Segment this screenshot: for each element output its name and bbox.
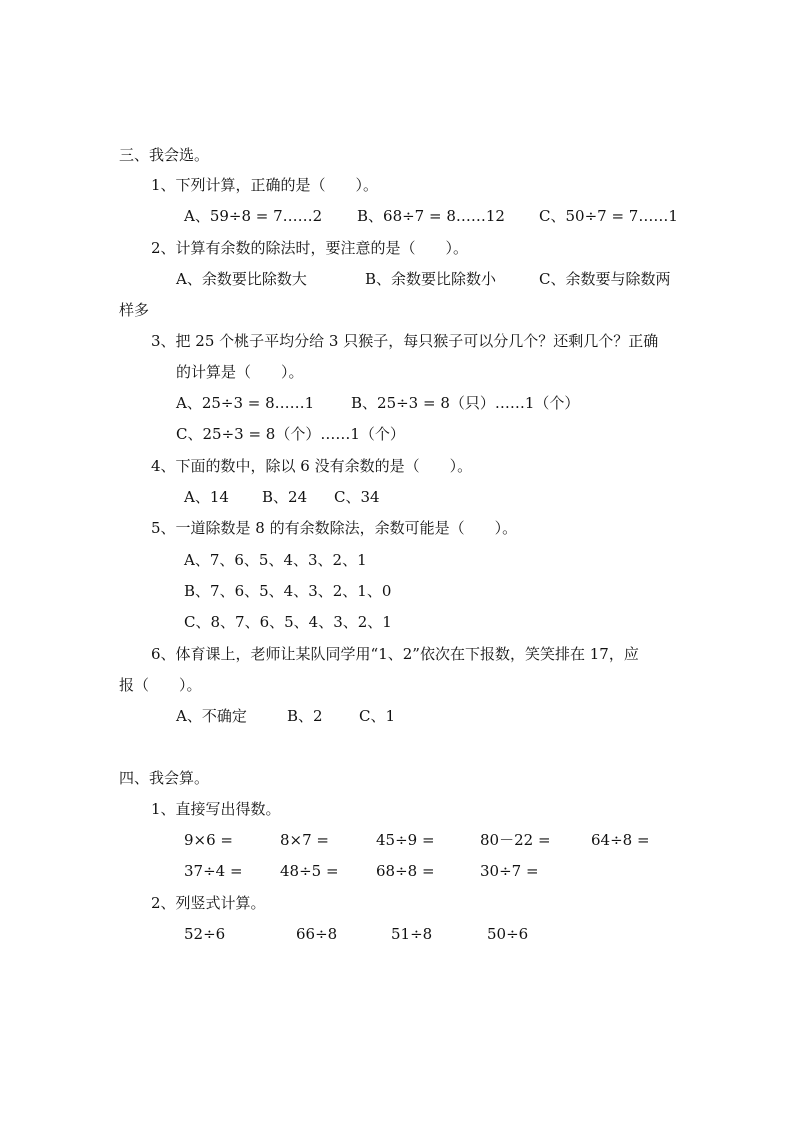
option-3-1-c: C、50÷7 = 7……1 — [539, 207, 678, 225]
option-3-4-a: A、14 — [184, 488, 229, 506]
question-3-2: 2、计算有余数的除法时，要注意的是（ ）。 — [151, 239, 469, 257]
vertical-calc-item: 50÷6 — [487, 925, 529, 943]
calc-item: 80－22 = — [480, 831, 551, 849]
question-4-1: 1、直接写出得数。 — [151, 800, 281, 818]
vertical-calc-item: 51÷8 — [391, 925, 433, 943]
option-3-5-c: C、8、7、6、5、4、3、2、1 — [184, 613, 392, 631]
option-3-3-c: C、25÷3 = 8（个）……1（个） — [176, 425, 405, 443]
question-4-2: 2、列竖式计算。 — [151, 894, 266, 912]
option-3-1-a: A、59÷8 = 7……2 — [184, 207, 323, 225]
calc-item: 9×6 = — [184, 831, 233, 849]
calc-item: 37÷4 = — [184, 862, 243, 880]
question-3-5: 5、一道除数是 8 的有余数除法，余数可能是（ ）。 — [151, 519, 518, 537]
option-3-6-c: C、1 — [359, 707, 396, 725]
option-3-3-b: B、25÷3 = 8（只）……1（个） — [351, 394, 580, 412]
question-3-6-wrap: 报（ ）。 — [119, 676, 202, 694]
question-3-1: 1、下列计算，正确的是（ ）。 — [151, 176, 379, 194]
option-3-4-c: C、34 — [334, 488, 380, 506]
calc-item: 48÷5 = — [280, 862, 339, 880]
question-3-3: 3、把 25 个桃子平均分给 3 只猴子，每只猴子可以分几个？还剩几个？正确 — [151, 332, 659, 350]
calc-item: 8×7 = — [280, 831, 329, 849]
calc-item: 64÷8 = — [591, 831, 650, 849]
vertical-calc-item: 66÷8 — [296, 925, 338, 943]
question-3-3-line2: 的计算是（ ）。 — [176, 363, 304, 381]
vertical-calc-item: 52÷6 — [184, 925, 226, 943]
option-3-3-a: A、25÷3 = 8……1 — [176, 394, 315, 412]
option-3-4-b: B、24 — [262, 488, 308, 506]
calc-item: 68÷8 = — [376, 862, 435, 880]
option-3-1-b: B、68÷7 = 8……12 — [357, 207, 505, 225]
option-3-6-b: B、2 — [287, 707, 323, 725]
option-3-2-c-wrap: 样多 — [119, 301, 150, 319]
calc-item: 45÷9 = — [376, 831, 435, 849]
option-3-2-c: C、余数要与除数两 — [539, 270, 671, 288]
option-3-2-b: B、余数要比除数小 — [365, 270, 497, 288]
calc-item: 30÷7 = — [480, 862, 539, 880]
question-3-4: 4、下面的数中，除以 6 没有余数的是（ ）。 — [151, 457, 473, 475]
option-3-5-b: B、7、6、5、4、3、2、1、0 — [184, 582, 392, 600]
option-3-5-a: A、7、6、5、4、3、2、1 — [184, 551, 367, 569]
section-4-title: 四、我会算。 — [119, 769, 210, 787]
question-3-6: 6、体育课上，老师让某队同学用“1、2”依次在下报数，笑笑排在 17，应 — [151, 645, 639, 663]
option-3-6-a: A、不确定 — [176, 707, 247, 725]
section-3-title: 三、我会选。 — [119, 146, 210, 164]
option-3-2-a: A、余数要比除数大 — [176, 270, 307, 288]
